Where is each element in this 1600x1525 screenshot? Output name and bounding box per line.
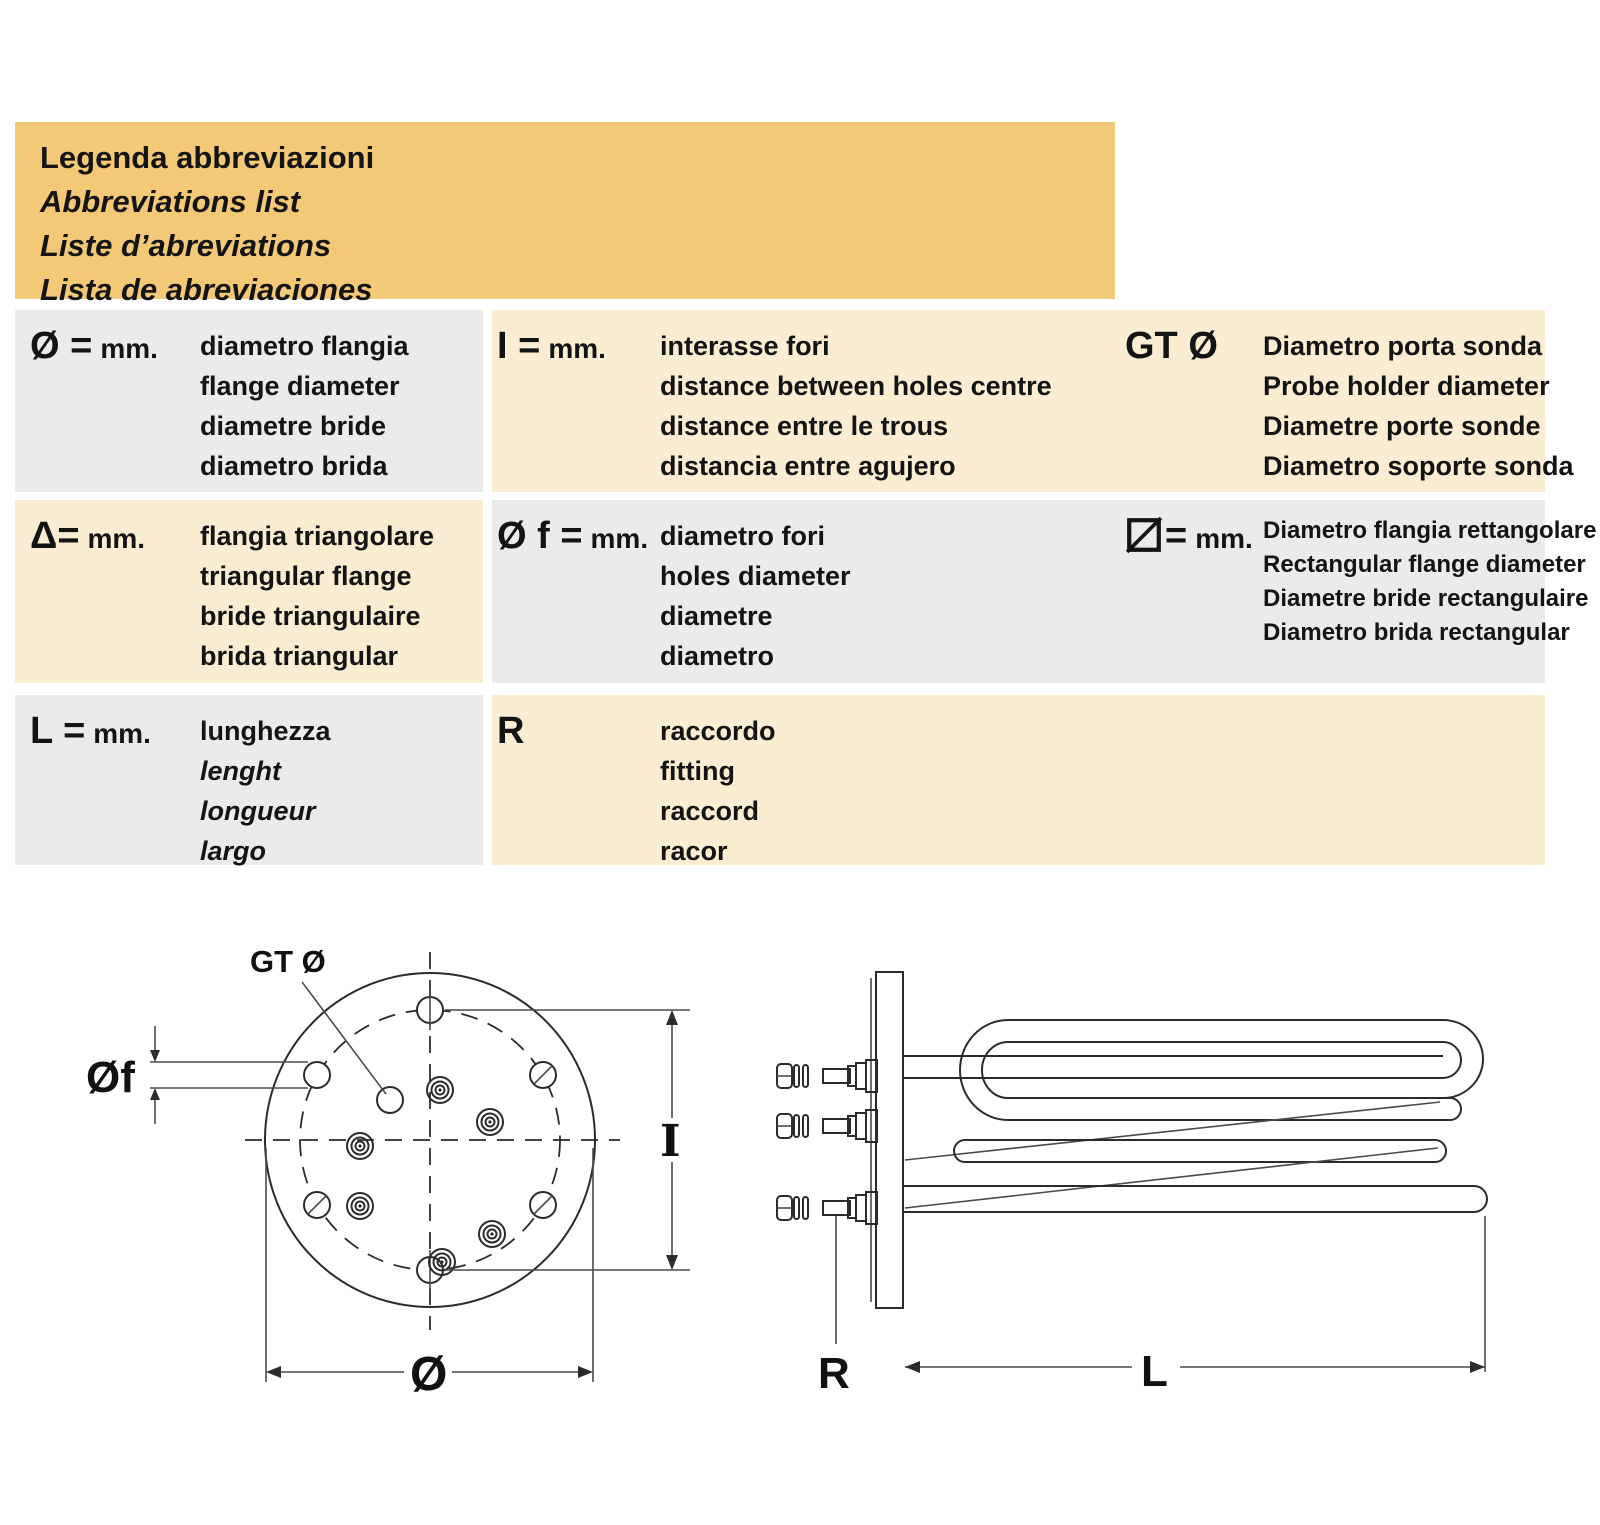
legend-definitions bbox=[660, 711, 776, 871]
definition-line: diametro flangia bbox=[200, 331, 409, 361]
terminal-pins bbox=[347, 1077, 505, 1275]
definition-line: diametro bbox=[660, 641, 775, 671]
legend-symbol: R bbox=[497, 710, 525, 752]
terminal-pin bbox=[477, 1109, 503, 1135]
l-arrowhead bbox=[1470, 1361, 1485, 1373]
gt-diameter-label: GT Ø bbox=[250, 944, 326, 979]
definition-line: diametro brida bbox=[200, 451, 388, 481]
legend-header bbox=[15, 122, 1115, 307]
terminal-stud bbox=[777, 1060, 877, 1092]
terminal-pin bbox=[479, 1221, 505, 1247]
definition-line: lunghezza bbox=[200, 716, 331, 746]
hole-pitch-label: I bbox=[660, 1116, 681, 1167]
left-u-bend-inner bbox=[982, 1042, 1008, 1098]
tube-end-cap bbox=[1450, 1098, 1461, 1120]
header-title-es: Lista de abreviaciones bbox=[40, 272, 373, 307]
legend-unit: mm. bbox=[548, 333, 606, 364]
dia-arrowhead bbox=[266, 1366, 281, 1378]
legend-symbol: Ø = mm. bbox=[30, 325, 158, 367]
definition-line: fitting bbox=[660, 756, 735, 786]
tube-end-cap bbox=[954, 1140, 965, 1162]
legend-row bbox=[0, 695, 1600, 865]
flange-front-view-drawing bbox=[60, 930, 720, 1410]
terminal-pin bbox=[347, 1193, 373, 1219]
definition-line: flange diameter bbox=[200, 371, 400, 401]
probe-holder-hole bbox=[377, 1087, 403, 1113]
right-u-bend-inner bbox=[1443, 1042, 1461, 1078]
of-arrowhead bbox=[150, 1088, 160, 1100]
legend-entry bbox=[0, 500, 1600, 683]
definition-line: Diametre porte sonde bbox=[1263, 411, 1541, 441]
dia-arrowhead bbox=[578, 1366, 593, 1378]
header-title-en: Abbreviations list bbox=[40, 184, 301, 219]
legend-symbol: = mm. bbox=[1125, 516, 1253, 559]
legend-unit: mm. bbox=[93, 718, 151, 749]
i-arrowhead bbox=[666, 1010, 678, 1025]
definition-line: diametro fori bbox=[660, 521, 826, 551]
definition-line: Diametro soporte sonda bbox=[1263, 451, 1574, 481]
legend-unit: mm. bbox=[590, 523, 649, 554]
element-side-view-drawing bbox=[745, 930, 1515, 1400]
tube-end-cap bbox=[1435, 1140, 1446, 1162]
i-arrowhead bbox=[666, 1255, 678, 1270]
legend-symbol: GT Ø bbox=[1125, 325, 1218, 367]
flange-plate bbox=[876, 972, 903, 1308]
definition-line: triangular flange bbox=[200, 561, 412, 591]
definition-line: raccordo bbox=[660, 716, 776, 746]
tube-end-cap bbox=[1474, 1186, 1487, 1212]
definition-line: Rectangular flange diameter bbox=[1263, 551, 1586, 578]
definition-line: interasse fori bbox=[660, 331, 830, 361]
fitting-label: R bbox=[818, 1349, 850, 1398]
rect-diagonal-icon bbox=[1125, 516, 1163, 554]
legend-definitions bbox=[1263, 514, 1596, 650]
header-title-fr: Liste d’abreviations bbox=[40, 228, 332, 263]
definition-line: diametre bride bbox=[200, 411, 387, 441]
length-label: L bbox=[1141, 1347, 1168, 1396]
legend-row bbox=[0, 500, 1600, 683]
definition-line: lenght bbox=[200, 756, 281, 786]
terminal-stud bbox=[777, 1192, 877, 1224]
definition-line: longueur bbox=[200, 796, 316, 826]
header-title-it: Legenda abbreviazioni bbox=[40, 140, 375, 175]
legend-symbol: Δ= mm. bbox=[30, 515, 146, 557]
definition-line: Diametro brida rectangular bbox=[1263, 619, 1570, 646]
definition-line: Probe holder diameter bbox=[1263, 371, 1550, 401]
definition-line: racor bbox=[660, 836, 728, 866]
legend-entry bbox=[0, 695, 1600, 865]
legend-symbol: L = mm. bbox=[30, 710, 151, 752]
definition-line: holes diameter bbox=[660, 561, 851, 591]
definition-line: raccord bbox=[660, 796, 760, 826]
l-arrowhead bbox=[905, 1361, 920, 1373]
flange-diameter-label: Ø bbox=[410, 1348, 448, 1401]
hole-diameter-label: Øf bbox=[86, 1053, 135, 1102]
definition-line: Diametro porta sonda bbox=[1263, 331, 1543, 361]
definition-line: distance entre le trous bbox=[660, 411, 949, 441]
of-arrowhead bbox=[150, 1050, 160, 1062]
tube-diagonal bbox=[905, 1148, 1438, 1208]
tube-diagonal bbox=[905, 1102, 1440, 1160]
definition-line: Diametro flangia rettangolare bbox=[1263, 517, 1597, 544]
definition-line: distance between holes centre bbox=[660, 371, 1052, 401]
definition-line: bride triangulaire bbox=[200, 601, 421, 631]
legend-row bbox=[0, 310, 1600, 492]
heating-element-tubes bbox=[903, 1020, 1487, 1212]
right-u-bend-outer bbox=[1443, 1020, 1483, 1098]
legend-unit: mm. bbox=[87, 523, 146, 554]
definition-line: diametre bbox=[660, 601, 773, 631]
terminal-pin bbox=[427, 1077, 453, 1103]
legend-symbol: I = mm. bbox=[497, 325, 606, 367]
left-u-bend-outer bbox=[960, 1020, 1008, 1120]
definition-line: flangia triangolare bbox=[200, 521, 435, 551]
definition-line: largo bbox=[200, 836, 267, 866]
definition-line: brida triangular bbox=[200, 641, 399, 671]
legend-unit: mm. bbox=[100, 333, 158, 364]
legend-definitions bbox=[1263, 326, 1574, 486]
hole-upper-left bbox=[304, 1062, 330, 1088]
terminal-pin bbox=[429, 1249, 455, 1275]
terminal-pin bbox=[347, 1133, 373, 1159]
definition-line: distancia entre agujero bbox=[660, 451, 956, 481]
terminal-stud bbox=[777, 1110, 877, 1142]
definition-line: Diametre bride rectangulaire bbox=[1263, 585, 1589, 612]
legend-symbol: Ø f = mm. bbox=[497, 515, 649, 557]
legend-entry bbox=[0, 310, 1600, 492]
legend-unit: mm. bbox=[1195, 523, 1253, 554]
